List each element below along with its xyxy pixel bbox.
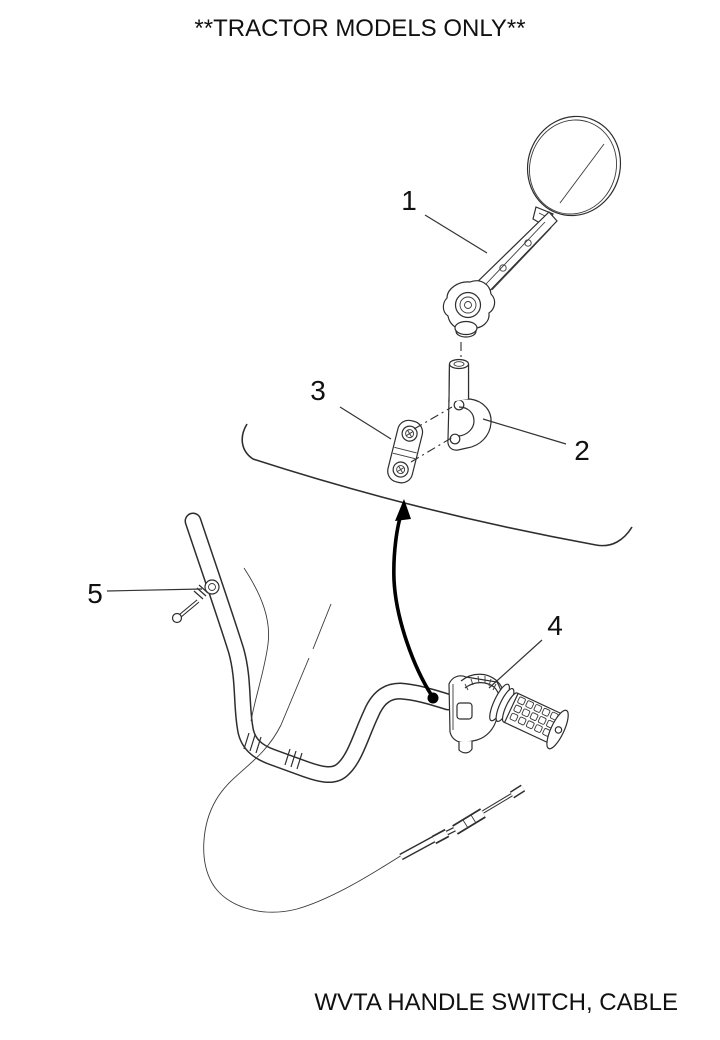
mirror-mount-post — [448, 360, 491, 451]
callout-3-label: 3 — [310, 375, 326, 406]
arrow-head — [395, 499, 411, 521]
callout-3 — [310, 375, 391, 439]
base-nut — [455, 322, 477, 335]
callout-1 — [401, 185, 487, 253]
mirror-head — [514, 103, 635, 228]
mirror-assembly — [443, 103, 634, 360]
callout-4 — [489, 610, 563, 688]
callout-2-label: 2 — [574, 435, 590, 466]
assembly-arrow — [394, 499, 439, 704]
post-top-opening — [450, 360, 469, 369]
callout-5-label: 5 — [87, 578, 103, 609]
page-title: **TRACTOR MODELS ONLY** — [194, 15, 526, 42]
cable-upper-run — [281, 604, 331, 725]
cable-loop — [204, 725, 402, 912]
throttle-cable — [204, 604, 523, 912]
callout-2-leader — [483, 419, 566, 444]
callout-5-leader — [107, 589, 202, 591]
clamp-half — [385, 418, 424, 485]
callout-5 — [87, 578, 202, 609]
callout-3-leader — [340, 407, 391, 439]
callout-4-leader — [489, 640, 542, 688]
assembly-axis-top — [414, 407, 452, 429]
callout-2 — [483, 419, 590, 466]
callout-4-label: 4 — [547, 610, 563, 641]
callout-1-leader — [425, 215, 487, 253]
cable-adjuster-barrel — [455, 813, 483, 830]
diagram-caption: WVTA HANDLE SWITCH, CABLE — [314, 989, 678, 1016]
mirror-arm-base — [443, 281, 494, 337]
throttle-grip — [486, 681, 573, 751]
callout-1-label: 1 — [401, 185, 417, 216]
cable-end-cap — [173, 614, 182, 623]
cable-end-rod — [483, 788, 523, 812]
switch-housing-tab — [459, 741, 472, 753]
cable-housing — [401, 829, 455, 857]
mirror-reflection-line — [560, 144, 604, 203]
